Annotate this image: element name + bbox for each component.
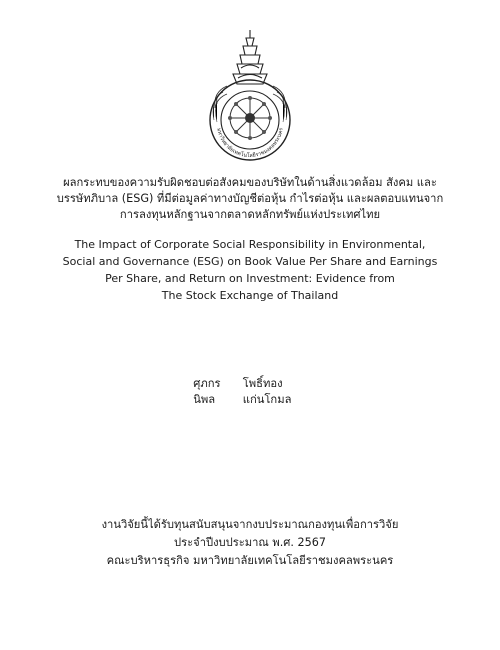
thai-title-line: บรรษัทภิบาล (ESG) ที่มีต่อมูลค่าทางบัญชีต่อหุ้น กำไรต่อหุ้น และผลตอบแทนจาก xyxy=(56,192,444,205)
thai-title xyxy=(0,175,500,223)
author-first-name: ศุภกร xyxy=(193,377,221,390)
author-last-name: โพธิ์ทอง xyxy=(242,377,283,390)
english-title-line: Per Share, and Return on Investment: Evidence from xyxy=(105,272,395,285)
funding-line: งานวิจัยนี้ได้รับทุนสนับสนุนจากงบประมาณกองทุนเพื่อการวิจัย xyxy=(101,518,399,531)
funding-line: คณะบริหารธุรกิจ มหาวิทยาลัยเทคโนโลยีราชมงคลพระนคร xyxy=(106,554,394,567)
english-title xyxy=(0,236,500,304)
university-seal-icon xyxy=(197,28,303,166)
author-first-name: นิพล xyxy=(193,393,216,406)
funding-line: ประจำปีงบประมาณ พ.ศ. 2567 xyxy=(174,536,326,549)
english-title-line: The Impact of Corporate Social Responsibility in Environmental, xyxy=(74,238,426,251)
english-title-line: The Stock Exchange of Thailand xyxy=(161,289,339,302)
author-last-name: แก่นโกมล xyxy=(242,393,292,406)
thai-title-line: การลงทุนหลักฐานจากตลาดหลักทรัพย์แห่งประเทศไทย xyxy=(119,208,381,221)
author-list xyxy=(0,376,500,408)
seal-ring-text: มหาวิทยาลัยเทคโนโลยีราชมงคลพระนคร xyxy=(215,127,285,160)
funding-statement xyxy=(0,516,500,570)
thai-title-line: ผลกระทบของความรับผิดชอบต่อสังคมของบริษัทในด้านสิ่งแวดล้อม สังคม และ xyxy=(63,176,437,189)
english-title-line: Social and Governance (ESG) on Book Value Per Share and Earnings xyxy=(62,255,438,268)
author-row xyxy=(0,392,500,408)
author-row xyxy=(0,376,500,392)
